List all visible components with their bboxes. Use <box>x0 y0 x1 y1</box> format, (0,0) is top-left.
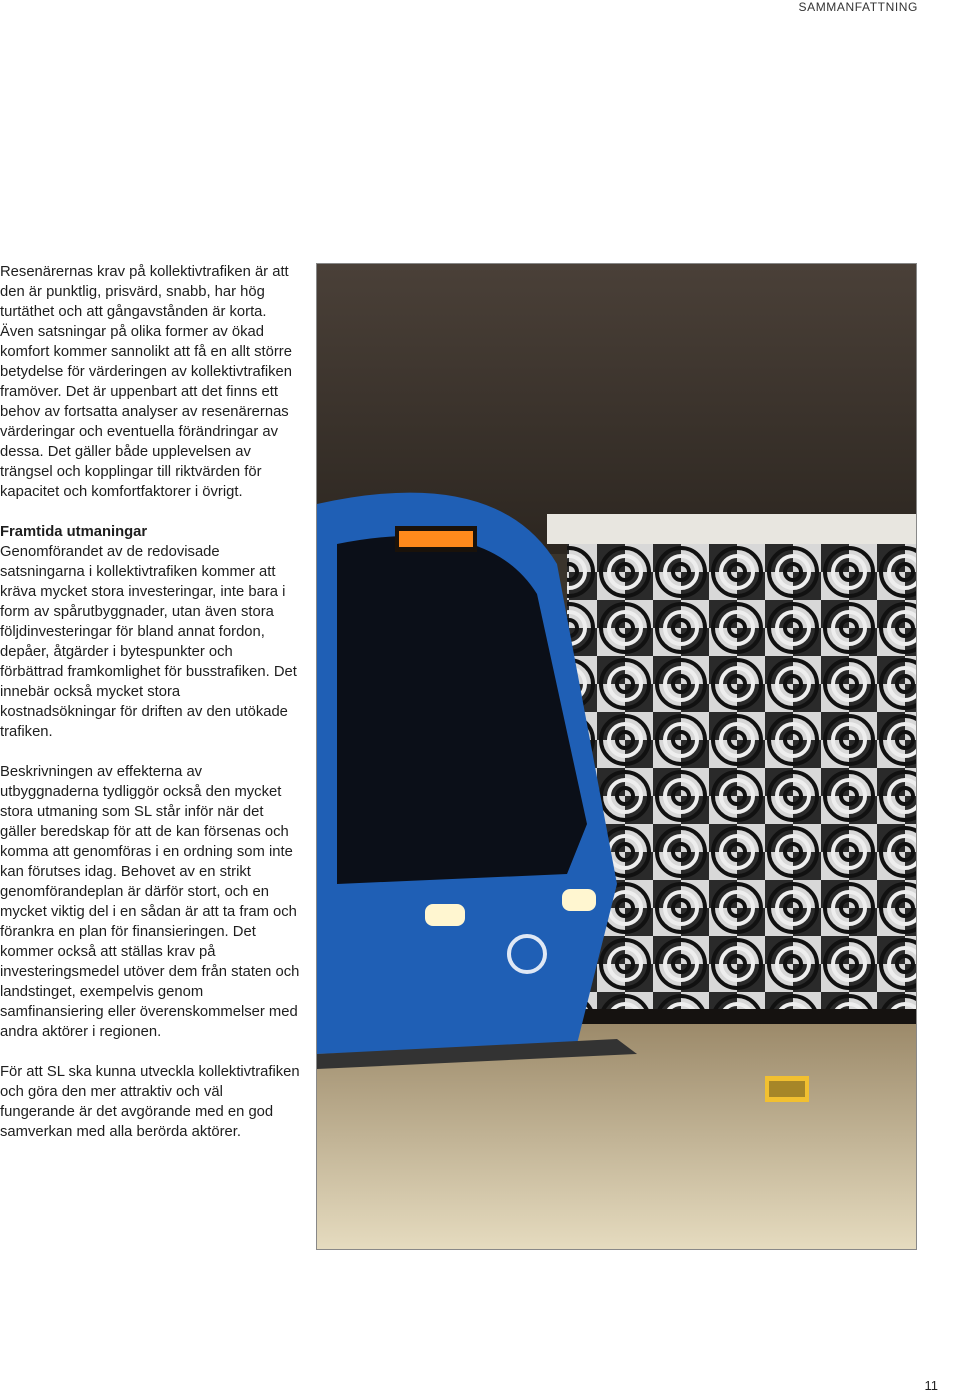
page-number: 11 <box>924 1378 938 1393</box>
body-text-column <box>0 262 300 1142</box>
paragraph-cooperation: För att SL ska kunna utveckla kollektivtrafiken och göra den mer attraktiv och väl fungerande är det avgörande med en god samverkan med alla berörda aktörer. <box>0 1064 300 1140</box>
section-header: SAMMANFATTNING <box>798 0 918 14</box>
paragraph-investments: Genomförandet av de redovisade satsningarna i kollektivtrafiken kommer att kräva mycket stora investeringar, inte bara i form av spårutbyggnader, utan även stora följdinvesteringar för bland annat fordon, depåer, åtgärder i bytespunkter och förbättrad framkomlighet för busstrafiken. Det innebär också mycket stora kostnadsökningar för driften av den utökade trafiken. <box>0 544 297 740</box>
paragraph-challenges: Beskrivningen av effekterna av utbyggnaderna tydliggör också den mycket stora utmaning som SL står inför när det gäller beredskap för att de kan försenas och komma att genomföras i en ordning som inte kan förutses idag. Behovet av en strikt genomförandeplan är därför stort, och en mycket viktig del i en sådan är att ta fram och förankra en plan för finansieringen. Det kommer också att ställas krav på investeringsmedel utöver dem från staten och landstinget, exempelvis genom samfinansiering eller överenskommelser med andra aktörer i regionen. <box>0 764 300 1040</box>
paragraph-intro: Resenärernas krav på kollektivtrafiken är att den är punktlig, prisvärd, snabb, har hög turtäthet och att gångavstånden är korta. Även satsningar på olika former av ökad komfort kommer sannolikt att få en allt större betydelse för värderingen av kollektivtrafiken framöver. Det är uppenbart att det finns ett behov av fortsatta analyser av resenärernas värderingar och eventuella förändringar av dessa. Det gäller både upplevelsen av trängsel och kopplingar till riktvärden för kapacitet och komfortfaktorer i övrigt. <box>0 264 292 500</box>
section-heading: Framtida utmaningar <box>0 524 148 540</box>
subway-train-photo <box>316 263 917 1250</box>
